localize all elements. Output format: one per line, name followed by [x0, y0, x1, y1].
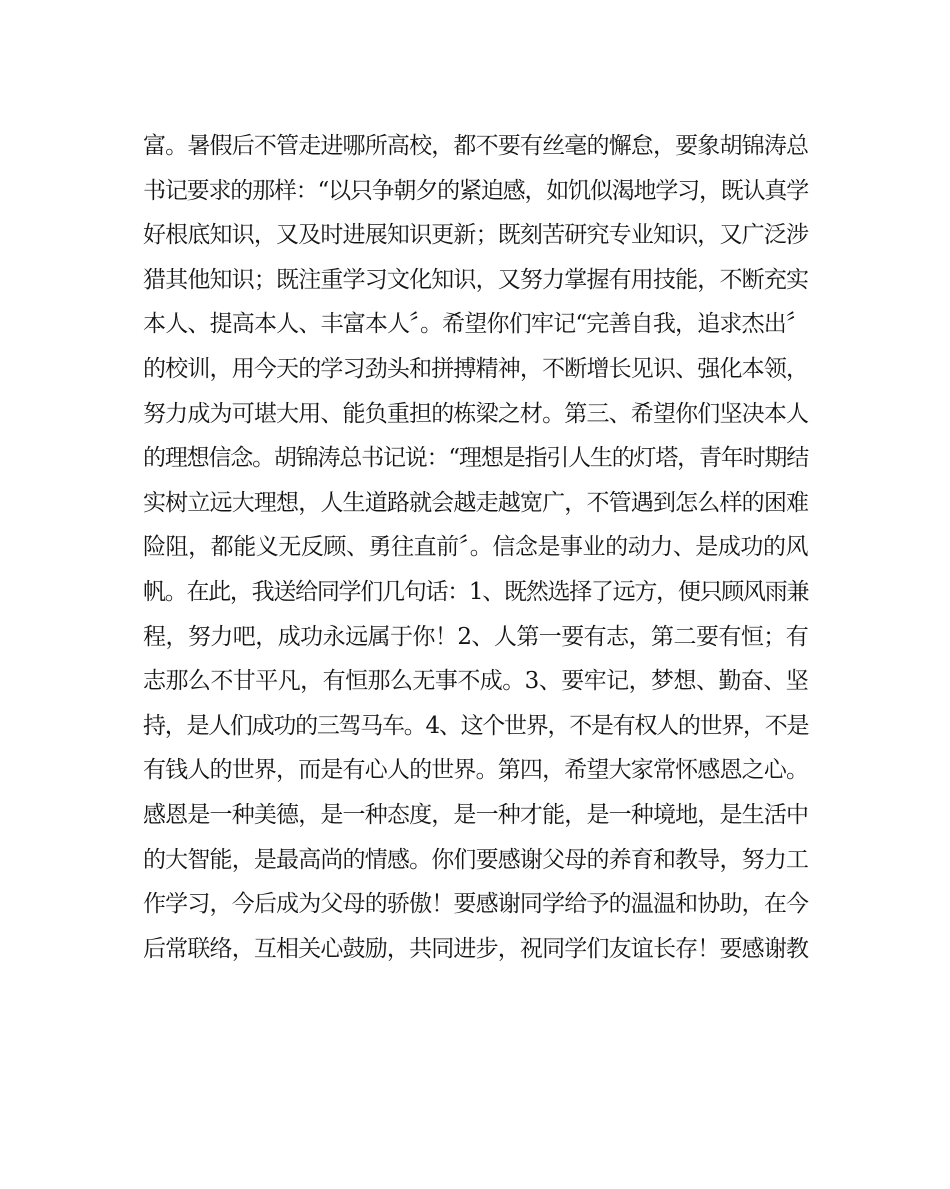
- text-line-13: 志那么不甘平凡，有恒那么无事不成。3、要牢记，梦想、勤奋、坚: [143, 668, 808, 695]
- text-line-3: 好根底知识，又及时进展知识更新；既刻苦研究专业知识，又广泛涉: [143, 222, 808, 249]
- text-line-11: 帆。在此，我送给同学们几句话：1、既然选择了远方，便只顾风雨兼: [143, 578, 808, 605]
- text-line-10: 险阻，都能义无反顾、勇往直前〞。信念是事业的动力、是成功的风: [143, 534, 808, 561]
- text-line-16: 感恩是一种美德，是一种态度，是一种才能，是一种境地，是生活中: [143, 801, 808, 828]
- text-line-18: 作学习，今后成为父母的骄傲！要感谢同学给予的温温和协助，在今: [143, 891, 808, 918]
- text-line-1: 富。暑假后不管走进哪所高校，都不要有丝毫的懈怠，要象胡锦涛总: [143, 133, 808, 159]
- text-line-2: 书记要求的那样：“以只争朝夕的紧迫感，如饥似渴地学习，既认真学: [143, 177, 808, 204]
- text-line-4: 猎其他知识；既注重学习文化知识，又努力掌握有用技能，不断充实: [143, 266, 808, 293]
- text-line-7: 努力成为可堪大用、能负重担的栋梁之材。第三、希望你们坚决本人: [143, 400, 808, 427]
- text-line-6: 的校训，用今天的学习劲头和拼搏精神，不断增长见识、强化本领，: [143, 355, 808, 382]
- text-line-17: 的大智能，是最高尚的情感。你们要感谢父母的养育和教导，努力工: [143, 846, 808, 873]
- text-line-14: 持，是人们成功的三驾马车。4、这个世界，不是有权人的世界，不是: [143, 712, 808, 739]
- text-line-9: 实树立远大理想，人生道路就会越走越宽广，不管遇到怎么样的困难: [143, 489, 808, 516]
- text-line-15: 有钱人的世界，而是有心人的世界。第四，希望大家常怀感恩之心。: [143, 757, 808, 784]
- text-line-5: 本人、提高本人、丰富本人〞。希望你们牢记“完善自我，追求杰出〞: [143, 311, 808, 338]
- body-text: [143, 124, 808, 971]
- text-line-19: 后常联络，互相关心鼓励，共同进步，祝同学们友谊长存！要感谢教: [143, 935, 808, 962]
- text-line-8: 的理想信念。胡锦涛总书记说：“理想是指引人生的灯塔，青年时期结: [143, 445, 808, 472]
- text-line-12: 程，努力吧，成功永远属于你！2、人第一要有志，第二要有恒；有: [143, 623, 808, 650]
